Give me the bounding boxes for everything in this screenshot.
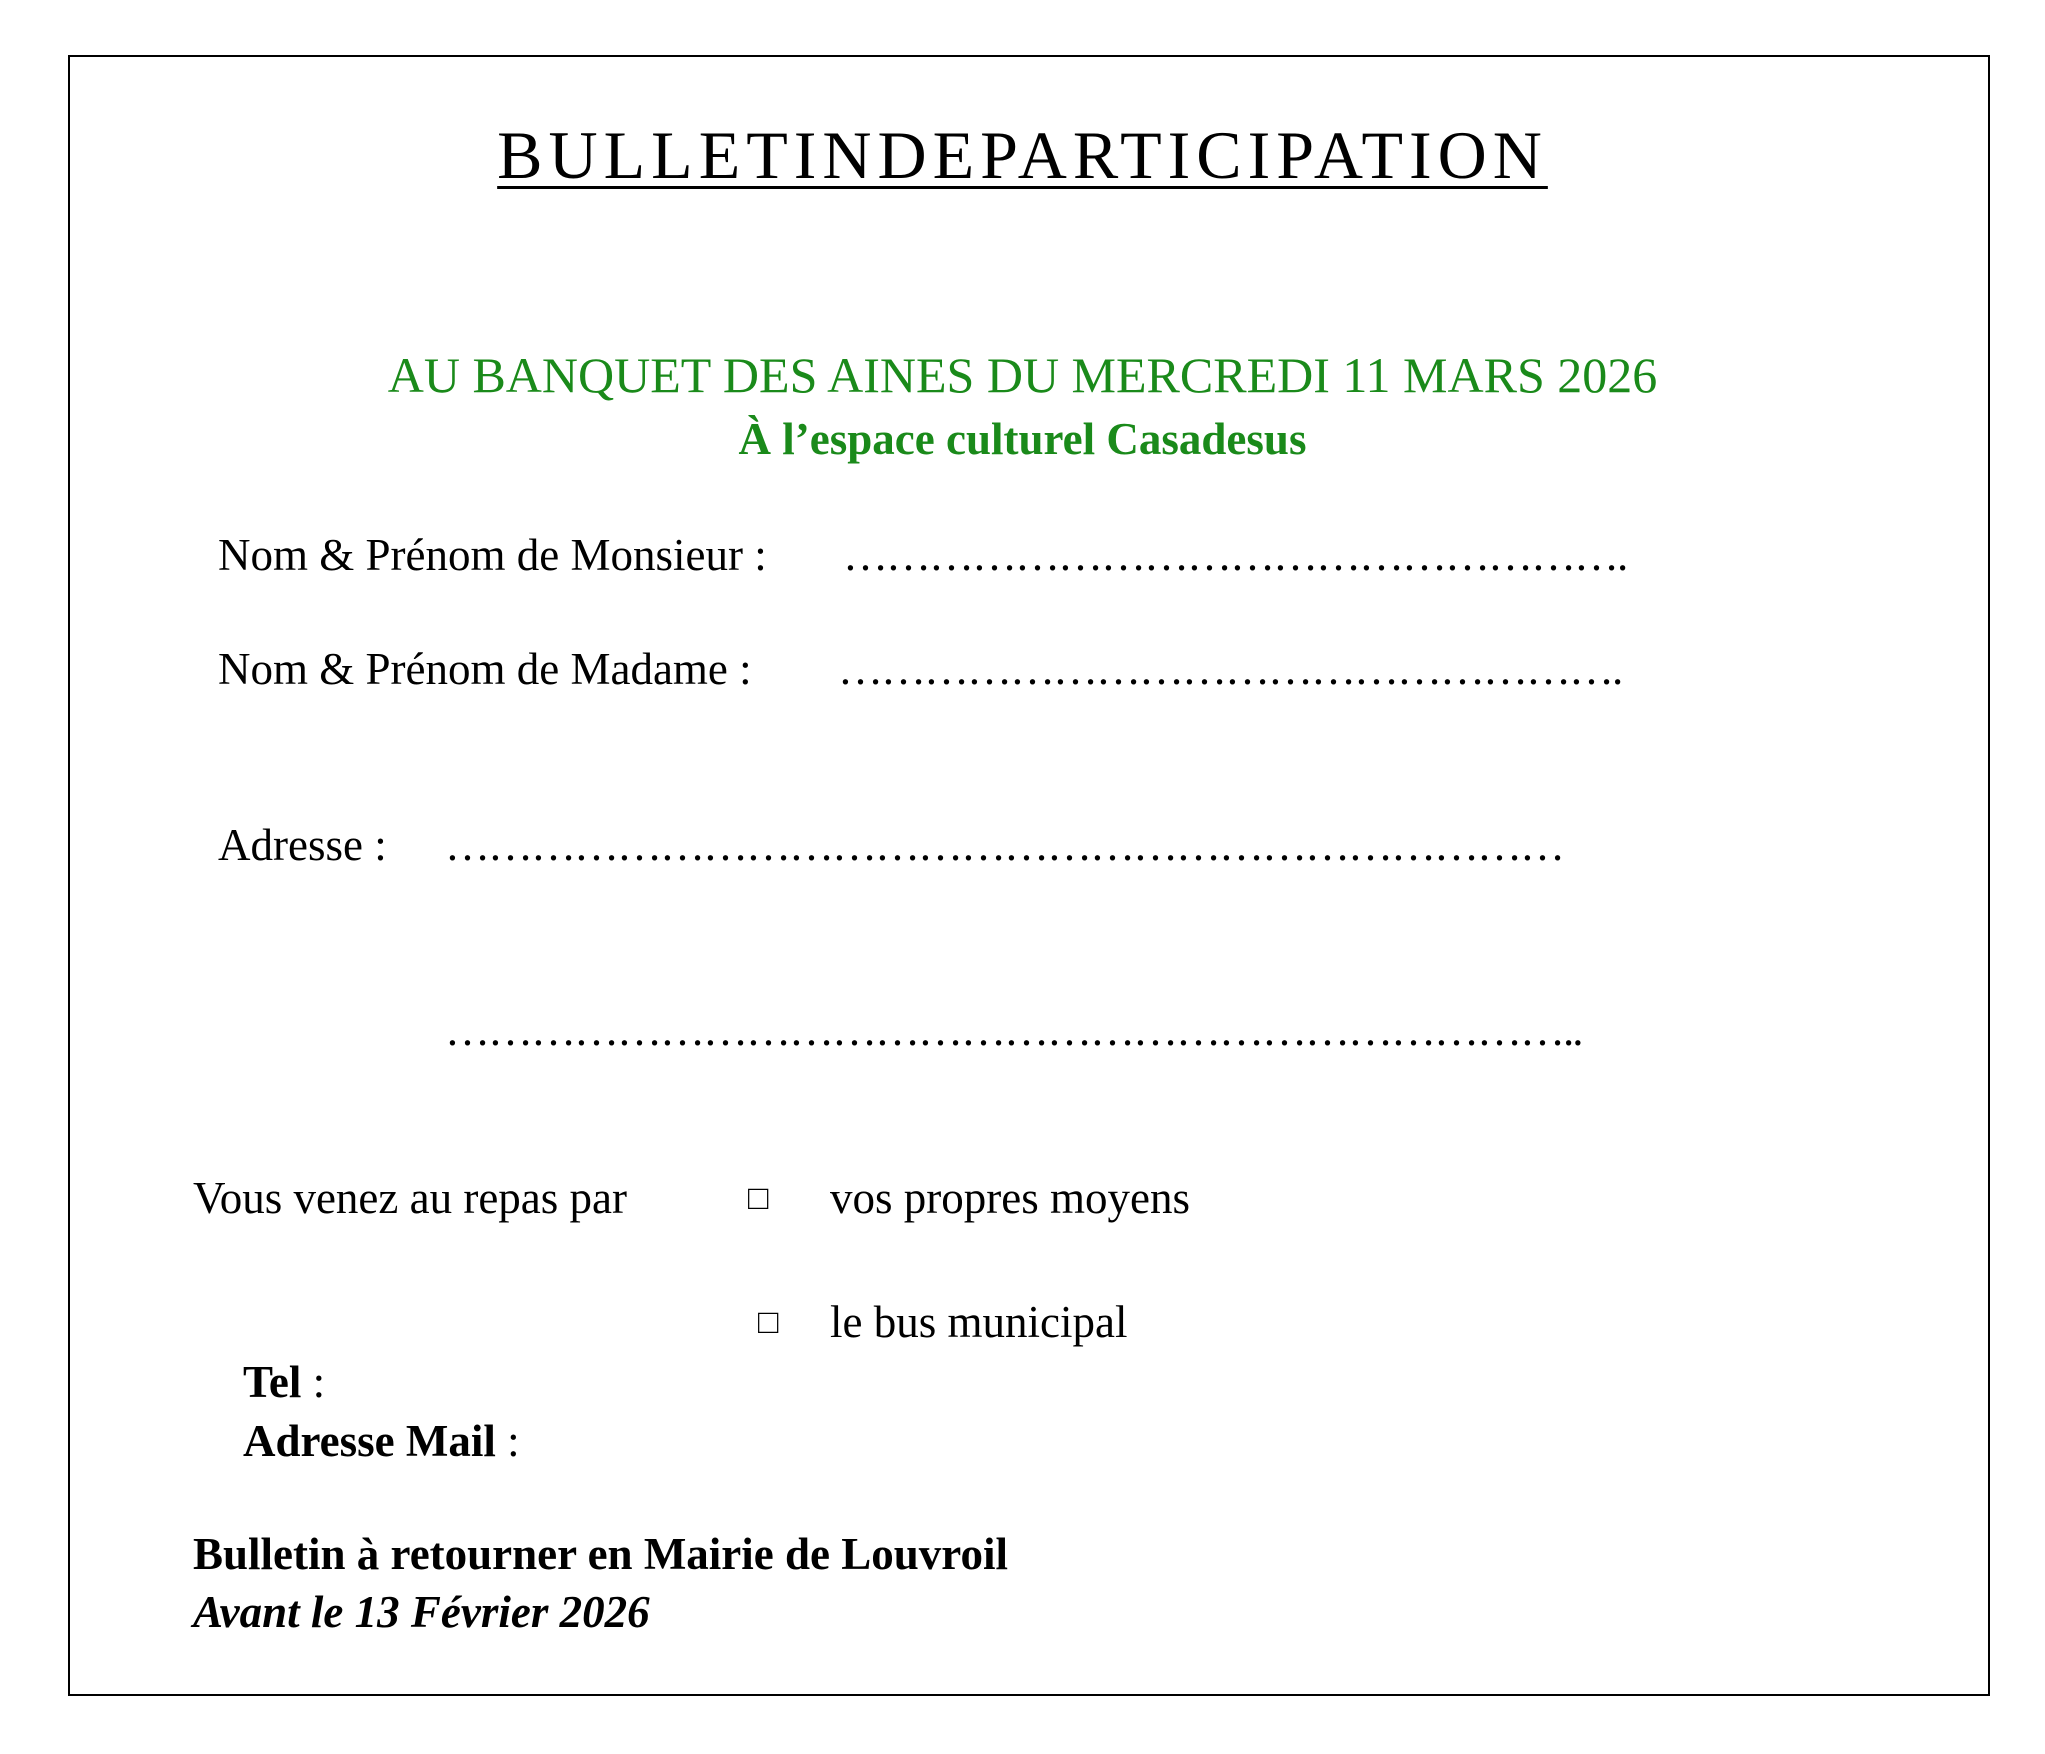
event-venue: À l’espace culturel Casadesus	[738, 414, 1307, 464]
monsieur-input-line[interactable]: ……………………………………………….	[843, 530, 1627, 580]
mail-field[interactable]	[243, 1414, 520, 1468]
mail-label: Adresse Mail	[243, 1416, 496, 1466]
adresse-input-line-1[interactable]: ……………………………………………………………………	[445, 820, 1563, 870]
form-title: BULLETINDEPARTICIPATION	[497, 117, 1548, 193]
madame-label: Nom & Prénom de Madame :	[218, 644, 752, 694]
tel-label: Tel	[243, 1357, 302, 1407]
return-instruction: Bulletin à retourner en Mairie de Louvroil	[193, 1529, 1008, 1579]
mail-colon: :	[495, 1416, 520, 1466]
transport-label: Vous venez au repas par	[193, 1173, 628, 1223]
municipal-bus-label: le bus municipal	[830, 1297, 1128, 1347]
deadline: Avant le 13 Février 2026	[193, 1587, 650, 1637]
adresse-label: Adresse :	[218, 820, 387, 870]
tel-colon: :	[301, 1357, 326, 1407]
tel-field[interactable]	[243, 1355, 325, 1409]
own-means-label: vos propres moyens	[830, 1173, 1190, 1223]
municipal-bus-checkbox[interactable]: □	[758, 1304, 779, 1341]
monsieur-label: Nom & Prénom de Monsieur :	[218, 530, 767, 580]
madame-input-line[interactable]: ……………………………………………….	[838, 644, 1622, 694]
event-title: AU BANQUET DES AINES DU MERCREDI 11 MARS 2026	[387, 347, 1658, 403]
own-means-checkbox[interactable]: □	[748, 1180, 769, 1217]
adresse-input-line-2[interactable]: ……………………………………………………………………..	[445, 1005, 1582, 1055]
